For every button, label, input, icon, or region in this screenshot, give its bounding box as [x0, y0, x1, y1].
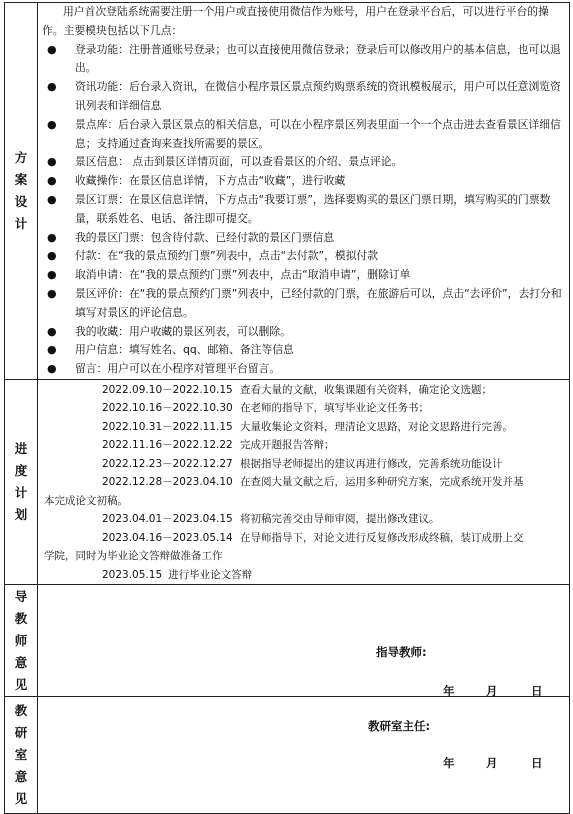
day-label: 日 [531, 756, 543, 771]
module-item [42, 285, 563, 323]
heading-char: 划 [14, 507, 28, 523]
progress-section-heading [5, 379, 38, 585]
schedule-date: 2022.09.10－2022.10.15 [102, 383, 233, 396]
heading-char: 见 [14, 676, 28, 692]
schedule-task: 在查阅大量文献之后，运用多种研究方案，完成系统开发并基 [240, 476, 524, 489]
advisor-signature-label: 指导教师: [376, 645, 427, 660]
bullet-icon: ● [47, 362, 57, 376]
design-section-heading [5, 3, 38, 380]
advisor-section-heading [5, 585, 38, 697]
heading-char: 室 [14, 747, 28, 763]
heading-char: 教 [14, 610, 28, 626]
bullet-icon: ● [47, 80, 57, 94]
design-section-content [38, 3, 570, 380]
schedule-date: 2022.11.16－2022.12.22 [102, 439, 233, 452]
module-text: 我的收藏：用户收藏的景区列表，可以删除。 [75, 324, 291, 338]
module-item [42, 247, 563, 266]
office-director-signature-label: 教研室主任: [368, 719, 431, 734]
schedule-task: 查看大量的文献，收集课题有关资料，确定论文选题； [240, 383, 492, 396]
module-text: 我的景区门票：包含待付款、已经付款的景区门票信息 [75, 230, 335, 244]
heading-char: 计 [14, 215, 28, 231]
schedule-task: 根据指导老师提出的建议再进行修改，完善系统功能设计 [240, 457, 503, 470]
bullet-icon: ● [47, 192, 57, 206]
advisor-opinion-area[interactable] [38, 585, 570, 697]
schedule-continuation: 学院，同时为毕业论文答辩做准备工作 [44, 550, 223, 563]
module-item [42, 360, 563, 379]
module-text: 登录功能：注册普通账号登录；也可以直接使用微信登录；登录后可以修改用户的基本信息，也可以退出。 [75, 42, 561, 75]
heading-char: 导 [14, 588, 28, 604]
module-text: 留言：用户可以在小程序对管理平台留言。 [75, 362, 281, 376]
bullet-icon: ● [47, 230, 57, 244]
module-item [42, 191, 563, 229]
heading-char: 师 [14, 632, 28, 648]
office-opinion-area[interactable] [38, 697, 570, 814]
bullet-icon: ● [47, 268, 57, 282]
heading-char: 进 [14, 441, 28, 457]
day-label: 日 [531, 684, 543, 699]
heading-char: 见 [14, 791, 28, 807]
module-text: 用户信息：填写姓名、qq、邮箱、备注等信息 [75, 343, 294, 357]
module-text: 景区订票：在景区信息详情，下方点击“我要订票”，选择要购买的景区门票日期，填写购买的门票数量，联系姓名、电话、备注即可提交。 [75, 192, 551, 225]
schedule-task: 在老师的指导下，填写毕业论文任务书； [240, 402, 429, 415]
module-text: 景区评价：在“我的景点预约门票”列表中，已经付款的门票，在旅游后可以，点击“去评价”，去打分和填写对景区的评论信息。 [75, 286, 562, 319]
heading-char: 教 [14, 703, 28, 719]
month-label: 月 [486, 684, 498, 699]
module-text: 景点库：后台录入景区景点的相关信息，可以在小程序景区列表里面一个一个点击进去查看景区详细信息；支持通过查询来查找所需要的景区。 [75, 117, 561, 150]
schedule-task: 大量收集论文资料，理清论文思路，对论文思路进行完善。 [240, 420, 513, 433]
bullet-icon: ● [47, 155, 57, 169]
bullet-icon: ● [47, 286, 57, 300]
module-item [42, 266, 563, 285]
schedule-row [44, 418, 565, 437]
heading-char: 度 [14, 463, 28, 479]
bullet-icon: ● [47, 324, 57, 338]
schedule-row [44, 381, 565, 400]
heading-char: 方 [14, 149, 28, 165]
module-text: 景区信息： 点击到景区详情页面，可以查看景区的介绍、景点评论。 [75, 155, 403, 169]
schedule-date: 2023.04.16－2023.05.14 [102, 531, 233, 544]
schedule-date: 2022.10.16－2022.10.30 [102, 402, 233, 415]
progress-section-content [38, 379, 570, 585]
heading-char: 设 [14, 193, 28, 209]
module-item [42, 229, 563, 248]
module-item [42, 153, 563, 172]
heading-char: 意 [14, 654, 28, 670]
heading-char: 研 [14, 725, 28, 741]
schedule-row [44, 399, 565, 418]
schedule-task: 进行毕业论文答辩 [168, 568, 253, 581]
schedule-continuation: 本完成论文初稿。 [44, 494, 128, 507]
module-item [42, 116, 563, 154]
schedule-row [44, 436, 565, 455]
schedule-row [44, 510, 565, 529]
schedule-date: 2023.05.15 [102, 568, 163, 581]
heading-char: 计 [14, 485, 28, 501]
schedule-date: 2022.10.31－2022.11.15 [102, 420, 233, 433]
year-label: 年 [443, 684, 455, 699]
bullet-icon: ● [47, 42, 57, 56]
thesis-plan-form [4, 2, 570, 814]
module-item [42, 341, 563, 360]
schedule-date: 2022.12.23－2022.12.27 [102, 457, 233, 470]
schedule-row [44, 473, 565, 492]
schedule-task: 完成开题报告答辩； [240, 439, 335, 452]
design-intro: 用户首次登陆系统需要注册一个用户或直接使用微信作为账号，用户在登录平台后，可以进行平台的操作。主要模块包括以下几点： [42, 5, 549, 37]
heading-char: 意 [14, 769, 28, 785]
heading-char: 案 [14, 171, 28, 187]
bullet-icon: ● [47, 117, 57, 131]
module-item [42, 323, 563, 342]
module-text: 付款：在“我的景点预约门票”列表中，点击“去付款”，模拟付款 [75, 249, 379, 263]
schedule-date: 2023.04.01－2023.04.15 [102, 513, 233, 526]
bullet-icon: ● [47, 174, 57, 188]
month-label: 月 [486, 756, 498, 771]
module-text: 取消申请：在“我的景点预约门票”列表中，点击“取消申请”，删除订单 [75, 268, 411, 282]
schedule-date: 2022.12.28－2023.04.10 [102, 476, 233, 489]
bullet-icon: ● [47, 343, 57, 357]
module-text: 资讯功能：后台录入资讯，在微信小程序景区景点预约购票系统的资讯模板展示，用户可以任意浏览资讯列表和详细信息 [75, 80, 561, 112]
year-label: 年 [443, 756, 455, 771]
schedule-row [44, 566, 565, 585]
bullet-icon: ● [47, 249, 57, 263]
office-section-heading [5, 697, 38, 814]
schedule-row [44, 529, 565, 548]
module-item [42, 172, 563, 191]
module-item [42, 78, 563, 116]
schedule-row [44, 455, 565, 474]
schedule-task: 在导师指导下，对论文进行反复修改形成终稿，装订成册上交 [240, 531, 524, 544]
module-list [42, 41, 563, 379]
module-item [42, 41, 563, 79]
module-text: 收藏操作：在景区信息详情，下方点击“收藏”，进行收藏 [75, 174, 346, 188]
schedule-task: 将初稿完善交由导师审阅，提出修改建议。 [240, 513, 440, 526]
